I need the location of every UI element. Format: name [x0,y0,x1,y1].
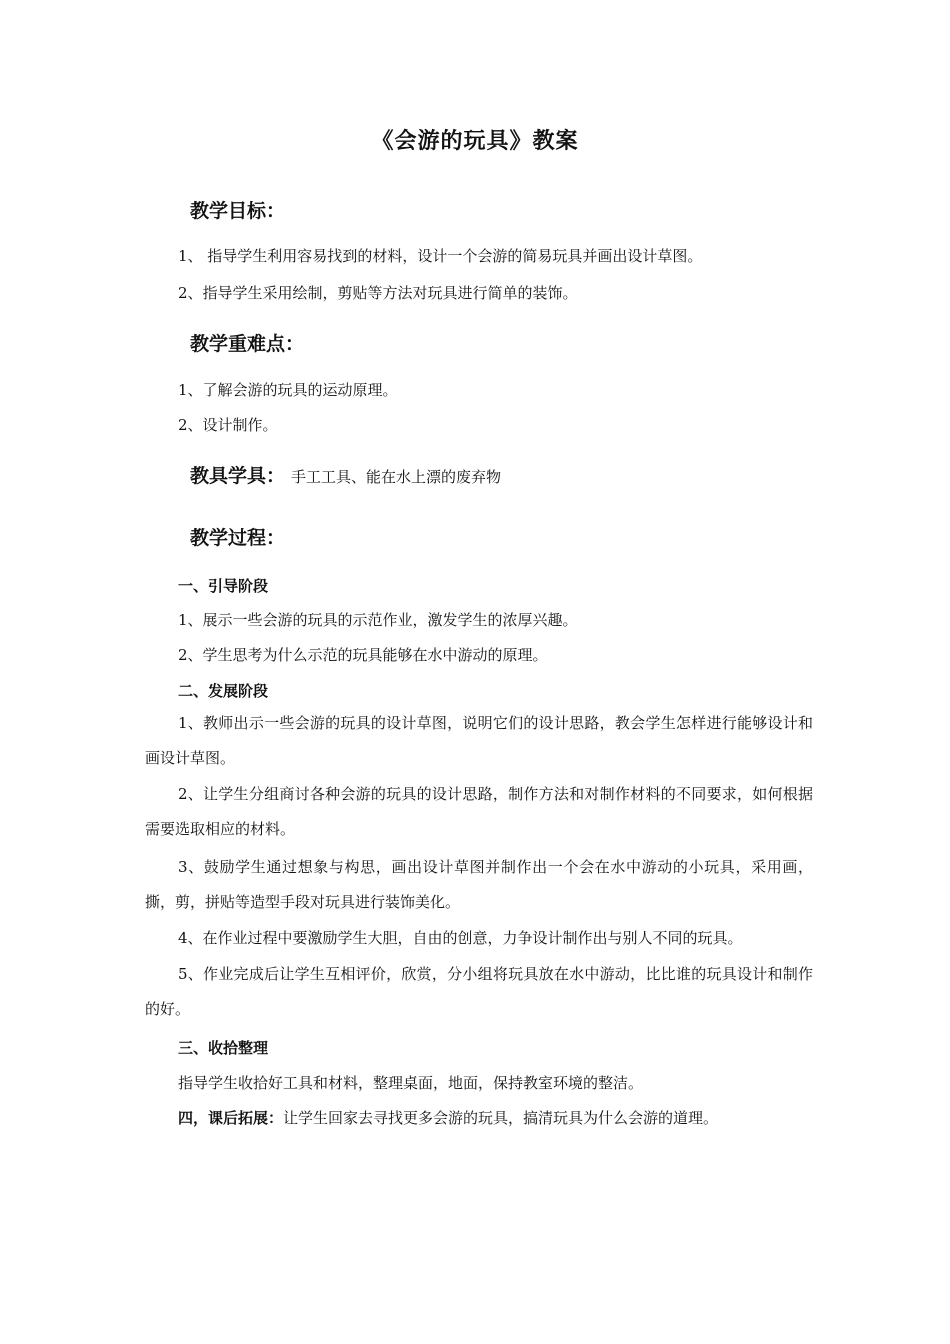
materials-heading: 教具学具： [190,465,286,487]
page-title: 《会游的玩具》教案 [371,129,579,154]
key-points-heading: 教学重难点： [190,333,305,355]
key-point-item-1: 1、了解会游的玩具的运动原理。 [178,381,398,399]
stage2-item-5: 5、作业完成后让学生互相评价，欣赏，分小组将玩具放在水中游动，比比谁的玩具设计和制作的好。 [145,965,813,1018]
process-heading: 教学过程： [190,527,286,549]
materials-text: 手工工具、能在水上漂的废弃物 [291,468,502,486]
stage4-text: 让学生回家去寻找更多会游的玩具，搞清玩具为什么会游的道理。 [283,1109,719,1127]
objective-item-1: 1、 指导学生利用容易找到的材料，设计一个会游的简易玩具并画出设计草图。 [178,247,703,265]
objectives-heading: 教学目标： [190,200,286,222]
stage2-item-2: 2、让学生分组商讨各种会游的玩具的设计思路，制作方法和对制作材料的不同要求，如何根据需要选取相应的材料。 [145,785,813,838]
materials-row [190,461,501,488]
stage3-text: 指导学生收拾好工具和材料，整理桌面，地面，保持教室环境的整洁。 [178,1074,644,1092]
stage4-row [178,1107,718,1128]
stage1-heading: 一、引导阶段 [178,577,269,595]
stage2-item-3: 3、鼓励学生通过想象与构思，画出设计草图并制作出一个会在水中游动的小玩具，采用画，撕，剪，拼贴等造型手段对玩具进行装饰美化。 [145,858,813,911]
objective-item-2: 2、指导学生采用绘制，剪贴等方法对玩具进行简单的装饰。 [178,284,578,302]
stage2-heading: 二、发展阶段 [178,682,269,700]
key-point-item-2: 2、设计制作。 [178,416,278,434]
stage2-item-1: 1、教师出示一些会游的玩具的设计草图，说明它们的设计思路，教会学生怎样进行能够设计和画设计草图。 [145,714,813,767]
stage1-item-2: 2、学生思考为什么示范的玩具能够在水中游动的原理。 [178,646,548,664]
stage3-heading: 三、收拾整理 [178,1039,269,1057]
stage1-item-1: 1、展示一些会游的玩具的示范作业，激发学生的浓厚兴趣。 [178,611,578,629]
stage4-label: 四，课后拓展： [178,1109,284,1127]
stage2-item-4: 4、在作业过程中要激励学生大胆，自由的创意，力争设计制作出与别人不同的玩具。 [178,929,743,947]
